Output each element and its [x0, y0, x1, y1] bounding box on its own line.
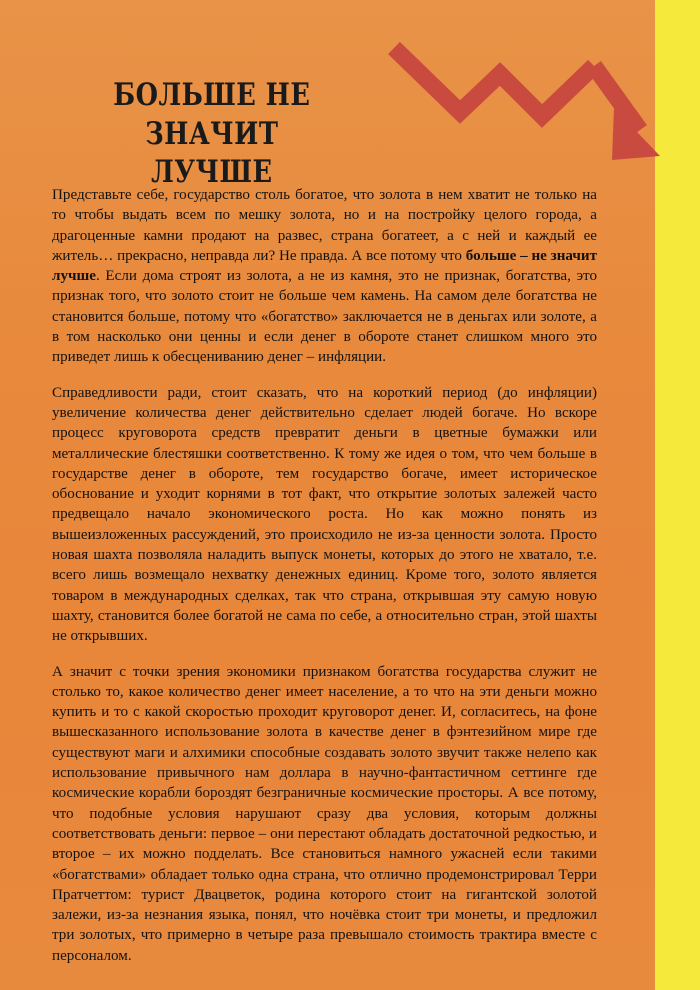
- paragraph-3: А значит с точки зрения экономики признаком богатства государства служит не столько то, какое количество денег имеет население, а то что на эти деньги можно купить и то с какой скоростью проходит круговорот денег. И, согласитесь, на фоне вышесказанного использование золота в качестве денег в фэнтезийном мире где существуют маги и алхимики способные создавать золото звучит также нелепо как использование привычного нам доллара в научно-фантастичном сеттинге где космические корабли бороздят безграничные космические просторы. А все потому, что подобные условия нарушают сразу два условия, которым должны соответствовать деньги: первое – они перестают обладать достаточной редкостью, и второе – их можно подделать. Все становиться намного ужасней если такими «богатствами» обладает только одна страна, что отлично продемонстрировал Терри Пратчеттом: турист Двацветок, родина которого стоит на гигантской золотой залежи, из-за незнания языка, понял, что ночёвка стоит три монеты, и предложил три золотых, что примерно в четыре раза превышало стоимость трактира вместе с персоналом.: [52, 663, 597, 964]
- declining-arrow-icon: [382, 34, 672, 179]
- emphasis-text: больше – не значит лучше: [52, 247, 597, 285]
- page-header: [52, 0, 597, 191]
- page-title-line2: ЛУЧШЕ: [151, 154, 273, 191]
- article-body: [52, 185, 597, 966]
- page-title-line1: БОЛЬШЕ НЕ ЗНАЧИТ: [113, 76, 311, 152]
- paragraph-1: Представьте себе, государство столь богатое, что золота в нем хватит не только на то чтобы выдать всем по мешку золота, но и на постройку целого города, а драгоценные камни продают на развес, страна богатеет, а с ней и каждый ее житель… прекрасно, неправда ли? Не правда. А все потому что больше – не значит лучше. Если дома строят из золота, а не из камня, это не признак, богатства, это признак того, что золото стоит не больше чем камень. На самом деле богатства не становится больше, потому что «богатство» заключается не в деньгах или золоте, а в том насколько они ценны и если денег в обороте станет слишком много это приведет лишь к обесцениванию денег – инфляции.: [52, 187, 597, 366]
- page-title: [60, 76, 364, 192]
- paragraph-2: Справедливости ради, стоит сказать, что на короткий период (до инфляции) увеличение количества денег действительно сделает людей богаче. Но вскоре процесс круговорота средств превратит деньги в цветные бумажки или металлические блестяшки соответственно. К тому же идея о том, что чем больше в государстве денег в обороте, тем государство богаче, имеет историческое обоснование и уходит корнями в тот факт, что открытие золотых залежей часто предвещало начало экономического роста. Но как можно понять из вышеизложенных рассуждений, это происходило не из-за ценности золота. Просто новая шахта позволяла наладить выпуск монеты, которых до этого не хватало, т.е. всего лишь возмещало нехватку денежных единиц. Кроме того, золото является товаром в международных сделках, так что страна, открывшая эту самую новую шахту, становится более богатой не сама по себе, а относительно стран, этой шахты не открывших.: [52, 384, 597, 645]
